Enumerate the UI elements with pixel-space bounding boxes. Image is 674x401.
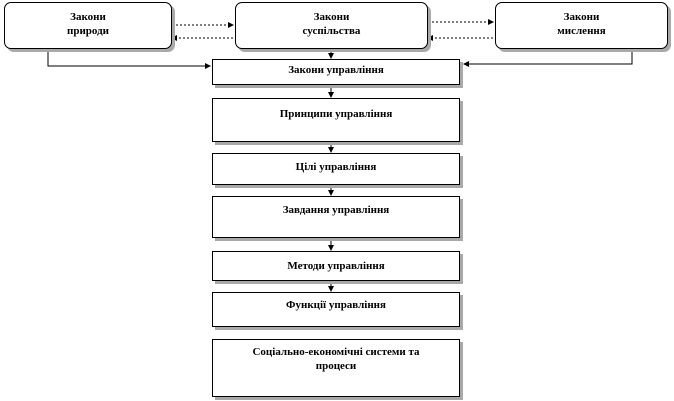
node-management-laws-label: Закони управління — [288, 64, 384, 76]
node-management-tasks-label: Завдання управління — [282, 204, 390, 216]
node-laws-of-nature — [4, 2, 172, 49]
node-management-goals — [212, 153, 460, 185]
connector-nature-to-laws — [48, 49, 210, 66]
node-management-functions — [212, 292, 460, 327]
node-management-functions-label: Функції управління — [286, 299, 386, 311]
node-laws-of-society — [235, 2, 428, 49]
node-laws-of-society-line1: Закони — [313, 11, 350, 23]
node-laws-of-nature-line1: Закони — [70, 11, 106, 23]
node-socio-economic-systems-line1: Соціально-економічні системи та — [252, 346, 420, 358]
node-management-methods-label: Методи управління — [287, 260, 385, 272]
node-management-laws — [212, 59, 460, 85]
node-laws-of-thinking-line1: Закони — [563, 11, 600, 23]
node-laws-of-society-line2: суспільства — [302, 25, 361, 37]
node-management-tasks — [212, 196, 460, 238]
node-management-goals-label: Цілі управління — [295, 161, 377, 173]
connector-thinking-to-laws — [464, 49, 632, 64]
node-management-methods — [212, 251, 460, 281]
node-socio-economic-systems — [212, 339, 460, 397]
node-management-principles-label: Принципи управління — [279, 108, 393, 120]
node-laws-of-thinking — [495, 2, 668, 49]
node-laws-of-nature-line2: природи — [67, 25, 109, 37]
node-laws-of-thinking-line2: мислення — [557, 25, 606, 37]
node-management-principles — [212, 98, 460, 142]
node-socio-economic-systems-line2: процеси — [315, 360, 357, 372]
